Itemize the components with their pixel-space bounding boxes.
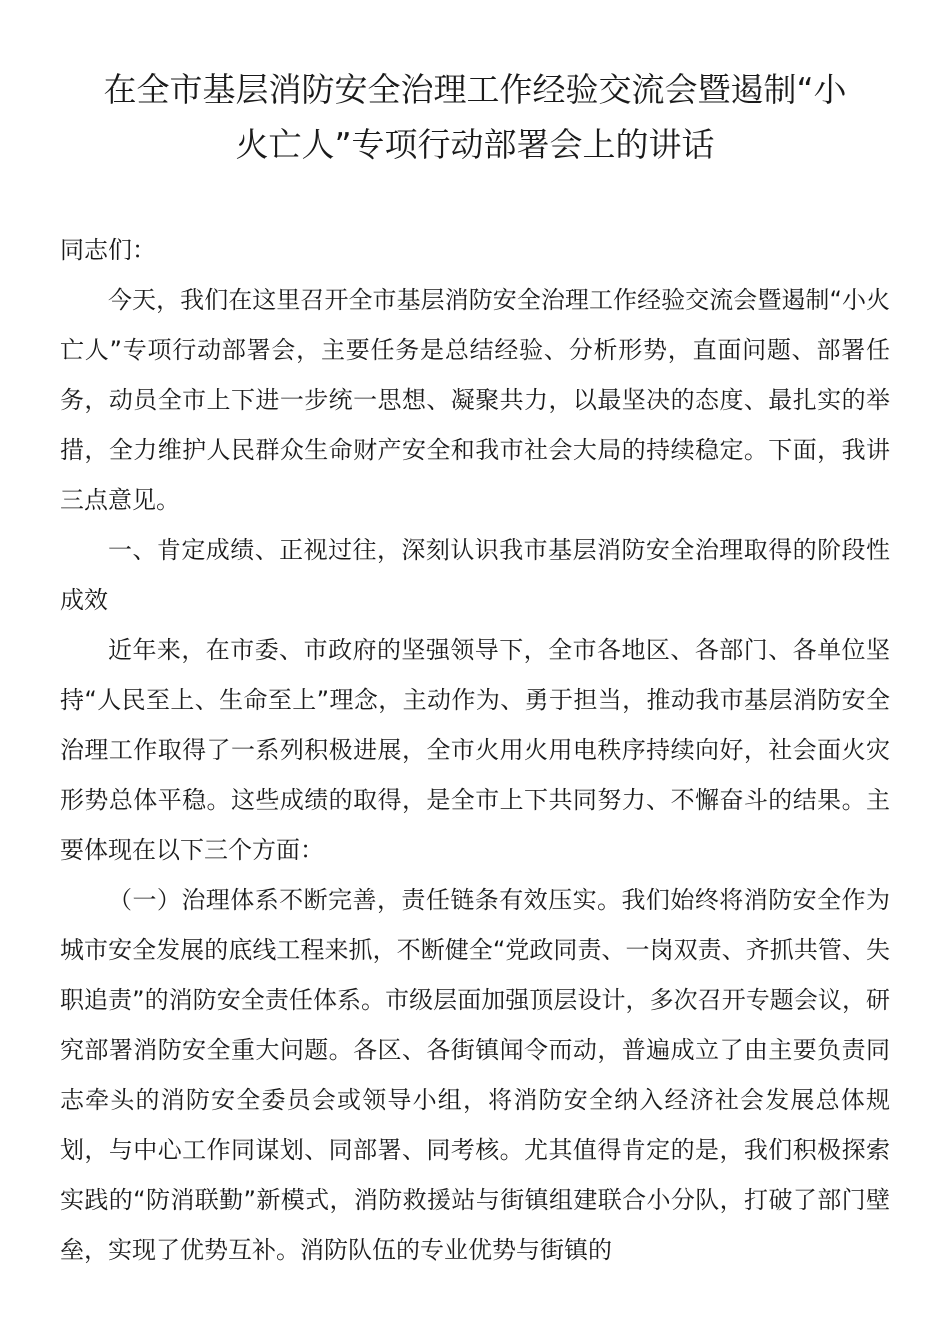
title-line-2: 火亡人”专项行动部署会上的讲话	[235, 125, 715, 164]
paragraph-subsection-1: （一）治理体系不断完善，责任链条有效压实。我们始终将消防安全作为城市安全发展的底线工程来抓，不断健全“党政同责、一岗双责、齐抓共管、失职追责”的消防安全责任体系。市级层面加强顶层设计，多次召开专题会议，研究部署消防安全重大问题。各区、各街镇闻令而动，普遍成立了由主要负责同志牵头的消防安全委员会或领导小组，将消防安全纳入经济社会发展总体规划，与中心工作同谋划、同部署、同考核。尤其值得肯定的是，我们积极探索实践的“防消联勤”新模式，消防救援站与街镇组建联合小分队，打破了部门壁垒，实现了优势互补。消防队伍的专业优势与街镇的	[60, 886, 890, 1264]
title-line-1: 在全市基层消防安全治理工作经验交流会暨遏制“小	[103, 70, 847, 109]
paragraph-achievements: 近年来，在市委、市政府的坚强领导下，全市各地区、各部门、各单位坚持“人民至上、生命至上”理念，主动作为、勇于担当，推动我市基层消防安全治理工作取得了一系列积极进展，全市火用火用电秩序持续向好，社会面火灾形势总体平稳。这些成绩的取得，是全市上下共同努力、不懈奋斗的结果。主要体现在以下三个方面：	[60, 636, 890, 864]
document-title	[60, 62, 890, 172]
salutation: 同志们：	[60, 236, 156, 264]
document-body	[60, 225, 890, 1275]
section-heading-1: 一、肯定成绩、正视过往，深刻认识我市基层消防安全治理取得的阶段性成效	[60, 536, 890, 614]
paragraph-intro: 今天，我们在这里召开全市基层消防安全治理工作经验交流会暨遏制“小火亡人”专项行动部署会，主要任务是总结经验、分析形势，直面问题、部署任务，动员全市上下进一步统一思想、凝聚共力，以最坚决的态度、最扎实的举措，全力维护人民群众生命财产安全和我市社会大局的持续稳定。下面，我讲三点意见。	[60, 286, 890, 514]
